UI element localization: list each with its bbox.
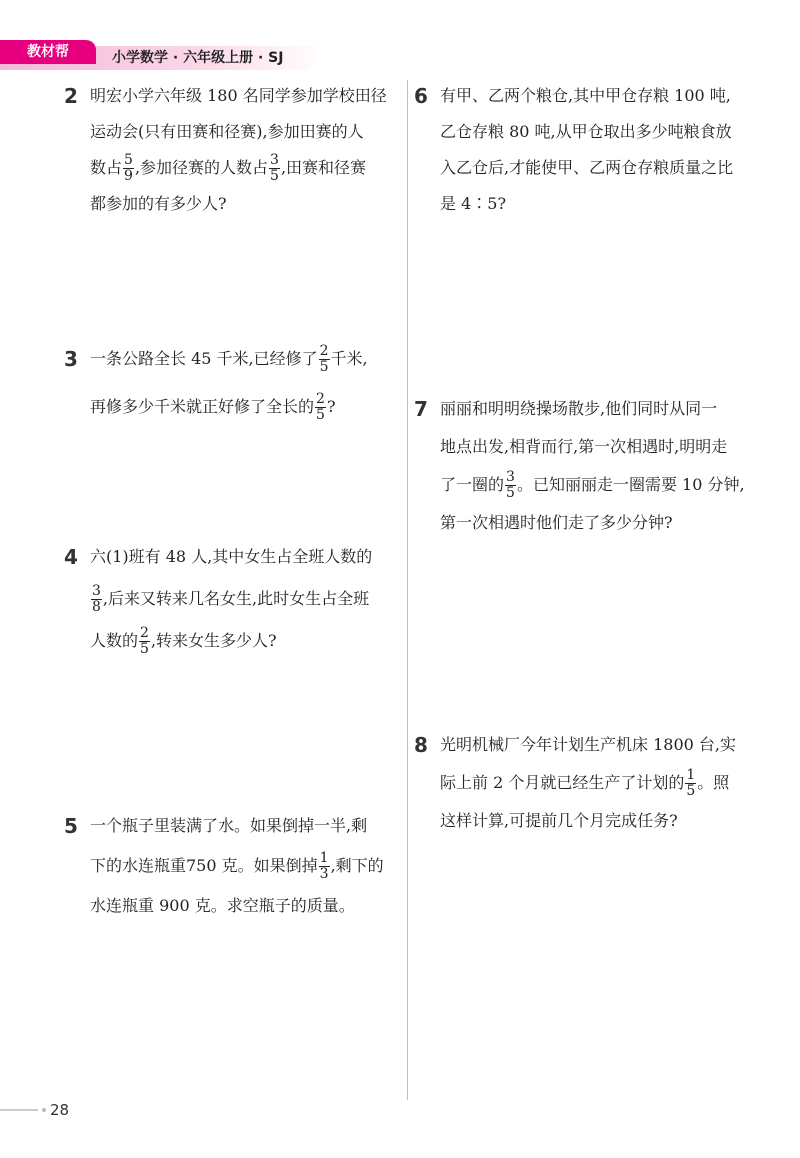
header-title: 小学数学 · 六年级上册 · SJ <box>112 50 284 66</box>
problem-line: 入乙仓后,才能使甲、乙两仓存粮质量之比 <box>440 158 734 177</box>
problem-line: 六(1)班有 48 人,其中女生占全班人数的 <box>90 547 373 566</box>
problem-2 <box>64 78 387 222</box>
text-segment: ,剩下的 <box>330 856 384 875</box>
problem-line: 这样计算,可提前几个月完成任务? <box>440 811 678 830</box>
problem-7 <box>414 390 745 542</box>
fraction <box>123 153 134 184</box>
fraction-denominator: 9 <box>124 168 133 184</box>
problem-line: 运动会(只有田赛和径赛),参加田赛的人 <box>90 122 364 141</box>
text-segment: 。照 <box>697 773 730 792</box>
text-segment: 数占 <box>90 158 123 177</box>
fraction-numerator: 1 <box>686 767 696 783</box>
text-segment: ,转来女生多少人? <box>150 631 277 650</box>
fraction <box>685 768 696 799</box>
fraction <box>269 153 280 184</box>
problem-line <box>90 620 372 662</box>
fraction-numerator: 3 <box>270 152 279 168</box>
problem-line <box>90 335 368 383</box>
fraction-denominator: 5 <box>506 485 515 501</box>
problem-line: 水连瓶重 900 克。求空瓶子的质量。 <box>90 896 355 915</box>
problem-5 <box>64 806 384 926</box>
text-segment: ,后来又转来几名女生,此时女生占全班 <box>102 589 370 608</box>
problem-number: 2 <box>64 84 78 108</box>
problem-number: 5 <box>64 814 78 838</box>
problem-line <box>90 846 384 886</box>
problem-8 <box>414 726 736 840</box>
text-segment: 千米, <box>330 349 368 368</box>
problem-number: 6 <box>414 84 428 108</box>
problem-line: 一个瓶子里装满了水。如果倒掉一半,剩 <box>90 816 368 835</box>
problem-line: 乙仓存粮 80 吨,从甲仓取出多少吨粮食放 <box>440 122 732 141</box>
problem-line: 都参加的有多少人? <box>90 194 227 213</box>
fraction-numerator: 1 <box>319 850 329 866</box>
problem-line: 光明机械厂今年计划生产机床 1800 台,实 <box>440 735 736 754</box>
text-segment: 下的水连瓶重750 克。如果倒掉 <box>90 856 318 875</box>
text-segment: 一条公路全长 45 千米,已经修了 <box>90 349 318 368</box>
page-header <box>0 40 330 70</box>
problem-number: 3 <box>64 347 78 371</box>
fraction-numerator: 3 <box>92 583 101 599</box>
text-segment: 了一圈的 <box>440 475 505 494</box>
fraction-numerator: 2 <box>140 625 149 641</box>
fraction-denominator: 5 <box>140 641 149 657</box>
footer-dot <box>42 1108 46 1112</box>
fraction <box>315 392 326 423</box>
fraction-denominator: 8 <box>92 599 101 615</box>
problem-line <box>440 764 736 802</box>
text-segment: 再修多少千米就正好修了全长的 <box>90 397 315 416</box>
page-number: 28 <box>50 1101 70 1119</box>
fraction-denominator: 5 <box>319 359 329 375</box>
footer-rule <box>0 1109 38 1111</box>
fraction <box>505 470 516 501</box>
problem-3 <box>64 335 368 431</box>
text-segment: ,田赛和径赛 <box>280 158 367 177</box>
fraction-numerator: 2 <box>316 391 325 407</box>
problem-line <box>90 578 372 620</box>
text-segment: ? <box>326 397 336 416</box>
fraction-numerator: 5 <box>124 152 133 168</box>
problem-number: 7 <box>414 397 428 421</box>
problem-line <box>90 150 387 186</box>
problem-number: 4 <box>64 545 78 569</box>
fraction <box>139 626 150 657</box>
problem-line: 有甲、乙两个粮仓,其中甲仓存粮 100 吨, <box>440 86 731 105</box>
fraction <box>91 584 102 615</box>
fraction-numerator: 3 <box>506 469 515 485</box>
column-divider <box>407 80 408 1100</box>
fraction <box>319 851 330 882</box>
problem-line: 明宏小学六年级 180 名同学参加学校田径 <box>90 86 387 105</box>
brand-badge: 教材帮 <box>0 40 96 64</box>
problem-number: 8 <box>414 733 428 757</box>
problem-4 <box>64 536 373 662</box>
text-segment: 。已知丽丽走一圈需要 10 分钟, <box>516 475 745 494</box>
problem-line: 是 4∶5? <box>440 194 507 213</box>
problem-6 <box>414 78 734 222</box>
problem-line: 丽丽和明明绕操场散步,他们同时从同一 <box>440 399 718 418</box>
problem-line: 第一次相遇时他们走了多少分钟? <box>440 513 673 532</box>
problem-line <box>440 466 745 504</box>
problem-line <box>90 383 368 431</box>
problem-line: 地点出发,相背而行,第一次相遇时,明明走 <box>440 437 728 456</box>
fraction-denominator: 3 <box>319 866 329 882</box>
text-segment: 际上前 2 个月就已经生产了计划的 <box>440 773 685 792</box>
text-segment: 人数的 <box>90 631 139 650</box>
fraction-denominator: 5 <box>686 783 696 799</box>
text-segment: ,参加径赛的人数占 <box>134 158 269 177</box>
fraction-denominator: 5 <box>270 168 279 184</box>
fraction-numerator: 2 <box>319 343 329 359</box>
fraction-denominator: 5 <box>316 407 325 423</box>
fraction <box>319 344 330 375</box>
